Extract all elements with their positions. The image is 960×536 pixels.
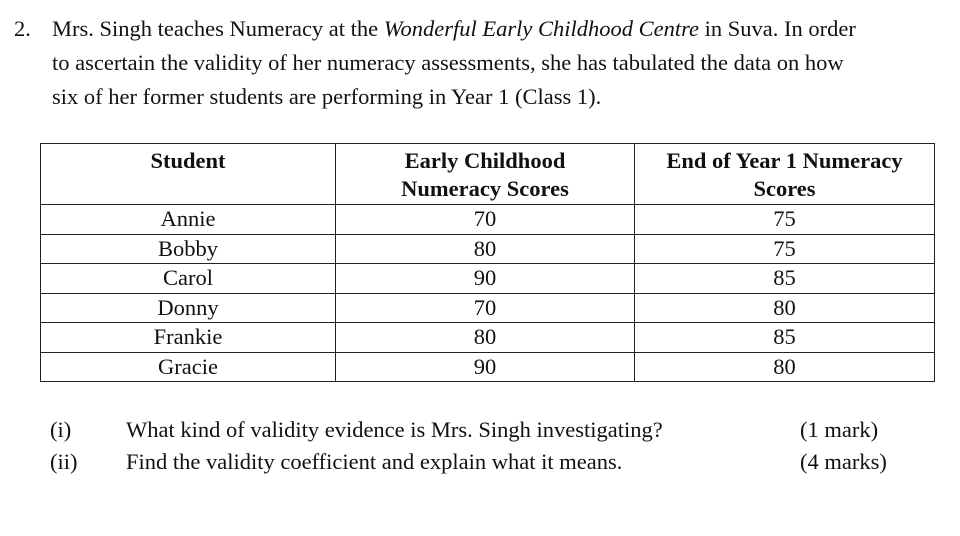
table-row	[41, 323, 935, 353]
subquestion-marks: (1 mark)	[800, 417, 879, 442]
question-number: 2.	[14, 16, 31, 41]
table-row	[41, 264, 935, 294]
subquestion-number: (ii)	[50, 449, 78, 474]
end-score: 85	[635, 264, 935, 294]
table-header-row	[41, 144, 935, 205]
scores-table	[40, 143, 935, 382]
table-row	[41, 205, 935, 235]
header-student: Student	[41, 144, 336, 205]
end-score: 80	[635, 293, 935, 323]
early-score: 90	[336, 352, 635, 382]
early-score: 70	[336, 205, 635, 235]
end-score: 75	[635, 205, 935, 235]
subquestion-text: What kind of validity evidence is Mrs. Singh investigating?	[126, 417, 663, 442]
end-score: 80	[635, 352, 935, 382]
student-name: Frankie	[41, 323, 336, 353]
subquestion-text: Find the validity coefficient and explain what it means.	[126, 449, 623, 474]
end-score: 75	[635, 234, 935, 264]
subquestion-number: (i)	[50, 417, 72, 442]
question-text	[52, 12, 944, 114]
student-name: Donny	[41, 293, 336, 323]
student-name: Gracie	[41, 352, 336, 382]
end-score: 85	[635, 323, 935, 353]
question-line2: to ascertain the validity of her numeracy assessments, she has tabulated the data on how	[52, 50, 844, 75]
student-name: Annie	[41, 205, 336, 235]
centre-name: Wonderful Early Childhood Centre	[383, 16, 699, 41]
student-name: Bobby	[41, 234, 336, 264]
student-name: Carol	[41, 264, 336, 294]
table-row	[41, 234, 935, 264]
table-row	[41, 352, 935, 382]
question-line1-start: Mrs. Singh teaches Numeracy at the	[52, 16, 384, 41]
early-score: 80	[336, 234, 635, 264]
subquestion-marks: (4 marks)	[800, 449, 887, 474]
question-block	[14, 12, 944, 114]
early-score: 90	[336, 264, 635, 294]
header-end-of-year: End of Year 1 Numeracy Scores	[635, 144, 935, 205]
question-line1-end: in Suva. In order	[698, 16, 856, 41]
question-line3: six of her former students are performing in Year 1 (Class 1).	[52, 84, 602, 109]
header-early-childhood: Early Childhood Numeracy Scores	[336, 144, 635, 205]
early-score: 80	[336, 323, 635, 353]
early-score: 70	[336, 293, 635, 323]
table-row	[41, 293, 935, 323]
